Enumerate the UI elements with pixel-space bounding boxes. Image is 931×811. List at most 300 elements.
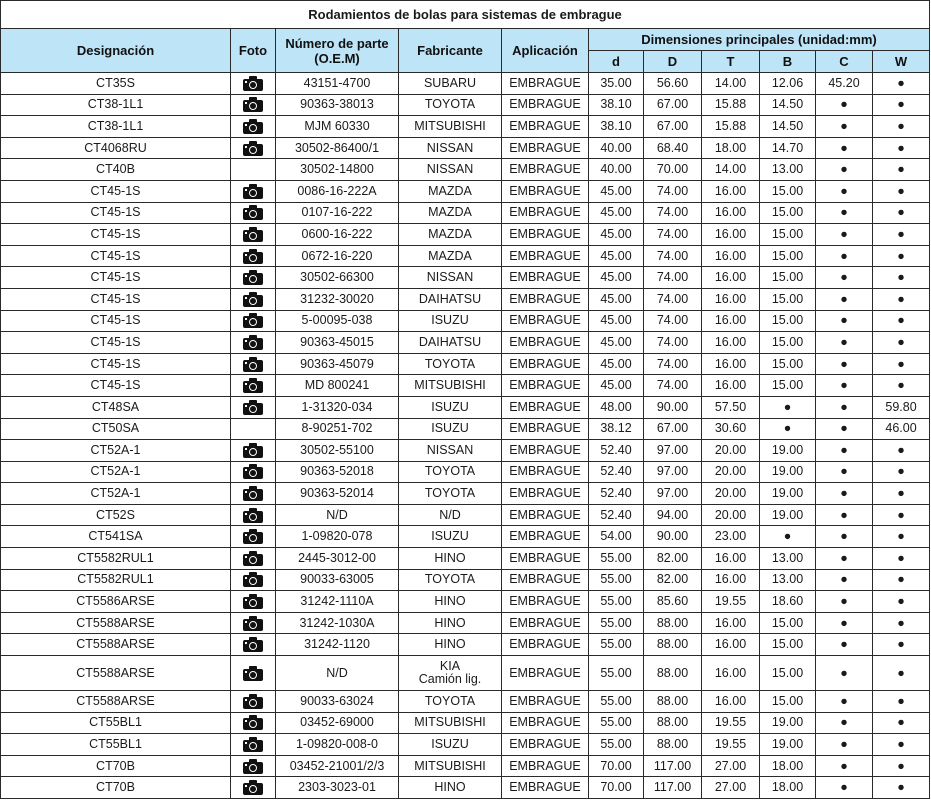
fabricante-name: HINO [434,615,466,630]
table-row [1,755,930,777]
camera-icon[interactable] [243,616,263,631]
fabricante-name: MAZDA [428,248,472,263]
cell-dim-W: ● [873,73,930,95]
cell-designacion: CT52S [1,504,231,526]
cell-fabricante [399,180,502,202]
cell-foto [231,656,276,691]
cell-dim-B: 19.00 [760,483,816,505]
camera-icon[interactable] [243,227,263,242]
cell-dim-B: 15.00 [760,310,816,332]
fabricante-name: MAZDA [428,226,472,241]
camera-icon[interactable] [243,737,263,752]
fabricante-name: KIA [439,659,461,674]
cell-foto [231,591,276,613]
cell-fabricante [399,483,502,505]
camera-icon[interactable] [243,694,263,709]
table-row [1,418,930,440]
cell-dim-C: ● [816,591,873,613]
cell-dim-T: 16.00 [702,224,760,246]
camera-icon[interactable] [243,141,263,156]
cell-dim-d: 45.00 [589,353,644,375]
cell-numero-parte: 31242-1030A [276,612,399,634]
camera-icon[interactable] [243,184,263,199]
cell-foto [231,310,276,332]
table-row [1,548,930,570]
cell-dim-W: ● [873,94,930,116]
cell-aplicacion: EMBRAGUE [502,691,589,713]
cell-numero-parte: 1-09820-008-0 [276,734,399,756]
cell-fabricante [399,137,502,159]
cell-fabricante [399,777,502,799]
camera-icon[interactable] [243,637,263,652]
cell-foto [231,418,276,440]
cell-dim-D: 90.00 [644,396,702,418]
cell-fabricante [399,288,502,310]
cell-dim-C: ● [816,504,873,526]
cell-aplicacion: EMBRAGUE [502,245,589,267]
cell-numero-parte: 31242-1120 [276,634,399,656]
cell-dim-B: 12.06 [760,73,816,95]
fabricante-name: HINO [434,550,466,565]
cell-dim-T: 27.00 [702,777,760,799]
cell-dim-d: 55.00 [589,634,644,656]
cell-designacion: CT70B [1,755,231,777]
cell-fabricante [399,504,502,526]
cell-designacion: CT45-1S [1,224,231,246]
camera-icon[interactable] [243,335,263,350]
cell-dim-W: ● [873,712,930,734]
cell-dim-d: 54.00 [589,526,644,548]
cell-dim-D: 88.00 [644,734,702,756]
cell-dim-C: ● [816,691,873,713]
table-row [1,656,930,691]
cell-dim-W: ● [873,591,930,613]
table-row [1,224,930,246]
fabricante-name: MITSUBISHI [414,378,486,393]
camera-icon[interactable] [243,551,263,566]
cell-dim-T: 20.00 [702,461,760,483]
cell-dim-C: ● [816,288,873,310]
cell-dim-T: 20.00 [702,504,760,526]
cell-dim-C: ● [816,202,873,224]
cell-dim-d: 55.00 [589,656,644,691]
fabricante-name: TOYOTA [424,464,476,479]
header-dim-D: D [644,51,702,73]
cell-dim-D: 68.40 [644,137,702,159]
camera-icon[interactable] [243,249,263,264]
camera-icon[interactable] [243,378,263,393]
cell-dim-T: 16.00 [702,310,760,332]
cell-dim-T: 16.00 [702,332,760,354]
cell-dim-B: 15.00 [760,267,816,289]
cell-dim-d: 45.00 [589,267,644,289]
cell-fabricante [399,73,502,95]
cell-dim-B: 19.00 [760,734,816,756]
cell-aplicacion: EMBRAGUE [502,612,589,634]
cell-designacion: CT5588ARSE [1,691,231,713]
cell-foto [231,137,276,159]
cell-designacion: CT38-1L1 [1,116,231,138]
cell-dim-B: 15.00 [760,202,816,224]
cell-foto [231,375,276,397]
cell-dim-D: 88.00 [644,612,702,634]
cell-dim-B: 18.00 [760,777,816,799]
cell-dim-D: 82.00 [644,548,702,570]
cell-fabricante [399,526,502,548]
cell-dim-T: 16.00 [702,353,760,375]
table-row [1,440,930,462]
cell-dim-W: ● [873,612,930,634]
cell-designacion: CT5586ARSE [1,591,231,613]
cell-dim-D: 74.00 [644,180,702,202]
cell-dim-d: 38.10 [589,116,644,138]
cell-aplicacion: EMBRAGUE [502,440,589,462]
cell-dim-W: ● [873,656,930,691]
camera-icon[interactable] [243,205,263,220]
table-row [1,734,930,756]
cell-dim-d: 40.00 [589,159,644,181]
cell-dim-W: ● [873,461,930,483]
cell-numero-parte: 0600-16-222 [276,224,399,246]
cell-foto [231,245,276,267]
cell-aplicacion: EMBRAGUE [502,159,589,181]
table-row [1,202,930,224]
cell-dim-T: 20.00 [702,440,760,462]
cell-dim-T: 16.00 [702,691,760,713]
cell-fabricante [399,755,502,777]
cell-dim-W: ● [873,375,930,397]
cell-foto [231,461,276,483]
cell-dim-d: 52.40 [589,483,644,505]
cell-dim-C: ● [816,569,873,591]
cell-dim-T: 14.00 [702,73,760,95]
cell-dim-T: 15.88 [702,116,760,138]
table-body [1,73,930,799]
cell-aplicacion: EMBRAGUE [502,116,589,138]
cell-dim-B: 19.00 [760,712,816,734]
cell-foto [231,634,276,656]
cell-foto [231,612,276,634]
cell-fabricante [399,734,502,756]
cell-dim-d: 52.40 [589,461,644,483]
cell-designacion: CT45-1S [1,180,231,202]
cell-fabricante [399,591,502,613]
table-row [1,159,930,181]
cell-dim-C: 45.20 [816,73,873,95]
cell-dim-d: 45.00 [589,332,644,354]
camera-icon[interactable] [243,594,263,609]
cell-aplicacion: EMBRAGUE [502,137,589,159]
cell-numero-parte: 1-09820-078 [276,526,399,548]
cell-foto [231,569,276,591]
cell-dim-D: 90.00 [644,526,702,548]
header-numero-parte [276,29,399,73]
cell-numero-parte: 0107-16-222 [276,202,399,224]
cell-dim-D: 97.00 [644,440,702,462]
cell-numero-parte: 90033-63005 [276,569,399,591]
fabricante-name: SUBARU [423,75,477,90]
table-row [1,267,930,289]
camera-icon[interactable] [243,508,263,523]
table-row [1,569,930,591]
table-row [1,375,930,397]
cell-designacion: CT45-1S [1,202,231,224]
cell-designacion: CT45-1S [1,267,231,289]
cell-dim-d: 55.00 [589,734,644,756]
fabricante-name: ISUZU [431,421,469,436]
cell-dim-B: 19.00 [760,461,816,483]
cell-dim-B: 15.00 [760,288,816,310]
cell-dim-B: 15.00 [760,353,816,375]
header-dimensiones: Dimensiones principales (unidad:mm) [589,29,930,51]
cell-dim-d: 55.00 [589,569,644,591]
cell-dim-C: ● [816,526,873,548]
cell-fabricante [399,245,502,267]
cell-dim-d: 55.00 [589,548,644,570]
cell-aplicacion: EMBRAGUE [502,332,589,354]
cell-dim-C: ● [816,94,873,116]
cell-numero-parte: 31242-1110A [276,591,399,613]
table-row [1,712,930,734]
cell-foto [231,73,276,95]
camera-icon[interactable] [243,443,263,458]
cell-designacion: CT38-1L1 [1,94,231,116]
cell-foto [231,777,276,799]
camera-icon[interactable] [243,313,263,328]
cell-dim-D: 67.00 [644,94,702,116]
cell-dim-W: ● [873,267,930,289]
fabricante-name: MAZDA [428,205,472,220]
cell-dim-C: ● [816,353,873,375]
cell-foto [231,755,276,777]
cell-fabricante [399,353,502,375]
cell-dim-d: 55.00 [589,612,644,634]
cell-fabricante [399,332,502,354]
cell-foto [231,332,276,354]
cell-foto [231,504,276,526]
cell-dim-D: 97.00 [644,483,702,505]
fabricante-name: TOYOTA [424,693,476,708]
fabricante-name: NISSAN [426,162,474,177]
cell-dim-T: 16.00 [702,634,760,656]
cell-dim-B: 15.00 [760,224,816,246]
cell-aplicacion: EMBRAGUE [502,353,589,375]
cell-fabricante [399,159,502,181]
cell-foto [231,180,276,202]
cell-fabricante [399,440,502,462]
cell-numero-parte: 30502-66300 [276,267,399,289]
fabricante-name: MITSUBISHI [414,118,486,133]
cell-dim-W: ● [873,310,930,332]
cell-designacion: CT52A-1 [1,440,231,462]
cell-designacion: CT45-1S [1,353,231,375]
header-foto: Foto [231,29,276,73]
cell-designacion: CT5588ARSE [1,634,231,656]
cell-dim-D: 88.00 [644,634,702,656]
cell-dim-B: 15.00 [760,332,816,354]
cell-numero-parte: N/D [276,656,399,691]
cell-dim-C: ● [816,612,873,634]
cell-dim-d: 45.00 [589,180,644,202]
cell-dim-W: ● [873,137,930,159]
cell-dim-C: ● [816,483,873,505]
table-row [1,310,930,332]
cell-designacion: CT45-1S [1,375,231,397]
cell-fabricante [399,548,502,570]
cell-numero-parte: 31232-30020 [276,288,399,310]
cell-numero-parte: 30502-55100 [276,440,399,462]
cell-foto [231,712,276,734]
fabricante-name: NISSAN [426,140,474,155]
cell-fabricante [399,691,502,713]
camera-icon[interactable] [243,486,263,501]
cell-dim-d: 45.00 [589,202,644,224]
cell-foto [231,94,276,116]
cell-dim-d: 45.00 [589,224,644,246]
cell-aplicacion: EMBRAGUE [502,569,589,591]
cell-designacion: CT4068RU [1,137,231,159]
cell-aplicacion: EMBRAGUE [502,396,589,418]
cell-dim-T: 16.00 [702,202,760,224]
cell-dim-W: ● [873,483,930,505]
table-row [1,504,930,526]
cell-dim-W: ● [873,634,930,656]
cell-dim-B: 13.00 [760,548,816,570]
cell-dim-C: ● [816,224,873,246]
cell-fabricante [399,712,502,734]
cell-dim-D: 56.60 [644,73,702,95]
cell-dim-T: 19.55 [702,591,760,613]
cell-dim-d: 52.40 [589,504,644,526]
camera-icon[interactable] [243,666,263,681]
cell-numero-parte: 1-31320-034 [276,396,399,418]
cell-numero-parte: 90363-38013 [276,94,399,116]
camera-icon[interactable] [243,119,263,134]
cell-dim-B: ● [760,396,816,418]
cell-aplicacion: EMBRAGUE [502,483,589,505]
cell-fabricante [399,224,502,246]
cell-dim-T: 16.00 [702,375,760,397]
cell-dim-D: 74.00 [644,202,702,224]
table-row [1,73,930,95]
cell-dim-d: 52.40 [589,440,644,462]
cell-dim-B: 14.50 [760,116,816,138]
cell-designacion: CT55BL1 [1,712,231,734]
cell-dim-B: 15.00 [760,612,816,634]
cell-dim-D: 85.60 [644,591,702,613]
camera-icon[interactable] [243,715,263,730]
cell-dim-D: 67.00 [644,116,702,138]
fabricante-note: Camión lig. [418,672,482,687]
cell-dim-C: ● [816,116,873,138]
cell-foto [231,353,276,375]
camera-icon[interactable] [243,97,263,112]
cell-numero-parte: N/D [276,504,399,526]
cell-dim-C: ● [816,375,873,397]
cell-dim-d: 70.00 [589,777,644,799]
cell-aplicacion: EMBRAGUE [502,180,589,202]
cell-dim-C: ● [816,396,873,418]
cell-foto [231,483,276,505]
cell-aplicacion: EMBRAGUE [502,777,589,799]
cell-aplicacion: EMBRAGUE [502,504,589,526]
cell-dim-T: 27.00 [702,755,760,777]
camera-icon[interactable] [243,400,263,415]
fabricante-name: NISSAN [426,270,474,285]
camera-icon[interactable] [243,292,263,307]
cell-designacion: CT45-1S [1,245,231,267]
table-row [1,777,930,799]
fabricante-name: TOYOTA [424,97,476,112]
cell-numero-parte: 90363-52018 [276,461,399,483]
cell-designacion: CT70B [1,777,231,799]
fabricante-name: MAZDA [428,183,472,198]
cell-dim-T: 20.00 [702,483,760,505]
cell-dim-T: 14.00 [702,159,760,181]
cell-dim-T: 30.60 [702,418,760,440]
cell-dim-T: 16.00 [702,612,760,634]
header-dim-B: B [760,51,816,73]
cell-dim-d: 45.00 [589,288,644,310]
cell-dim-T: 18.00 [702,137,760,159]
header-dim-W: W [873,51,930,73]
camera-icon[interactable] [243,357,263,372]
cell-dim-W: ● [873,755,930,777]
cell-fabricante [399,461,502,483]
cell-foto [231,267,276,289]
cell-dim-W: ● [873,353,930,375]
cell-dim-D: 117.00 [644,777,702,799]
camera-icon[interactable] [243,572,263,587]
table-row [1,332,930,354]
cell-dim-C: ● [816,777,873,799]
cell-dim-C: ● [816,461,873,483]
fabricante-name: HINO [434,594,466,609]
camera-icon[interactable] [243,270,263,285]
cell-dim-d: 45.00 [589,375,644,397]
cell-numero-parte: 90363-52014 [276,483,399,505]
cell-numero-parte: 90363-45015 [276,332,399,354]
camera-icon[interactable] [243,780,263,795]
cell-dim-B: 18.60 [760,591,816,613]
cell-numero-parte: 5-00095-038 [276,310,399,332]
cell-designacion: CT541SA [1,526,231,548]
camera-icon[interactable] [243,76,263,91]
cell-dim-W: 46.00 [873,418,930,440]
camera-icon[interactable] [243,759,263,774]
table-row [1,526,930,548]
cell-foto [231,202,276,224]
cell-numero-parte: 0672-16-220 [276,245,399,267]
cell-foto [231,548,276,570]
cell-dim-W: ● [873,440,930,462]
cell-numero-parte: 90363-45079 [276,353,399,375]
cell-dim-D: 97.00 [644,461,702,483]
camera-icon[interactable] [243,529,263,544]
cell-dim-D: 74.00 [644,288,702,310]
cell-dim-W: ● [873,116,930,138]
cell-dim-T: 57.50 [702,396,760,418]
cell-dim-B: 13.00 [760,159,816,181]
fabricante-name: DAIHATSU [418,291,482,306]
cell-designacion: CT5582RUL1 [1,569,231,591]
cell-designacion: CT45-1S [1,332,231,354]
cell-fabricante [399,375,502,397]
cell-numero-parte: 90033-63024 [276,691,399,713]
cell-fabricante [399,94,502,116]
cell-dim-B: 14.70 [760,137,816,159]
camera-icon[interactable] [243,464,263,479]
